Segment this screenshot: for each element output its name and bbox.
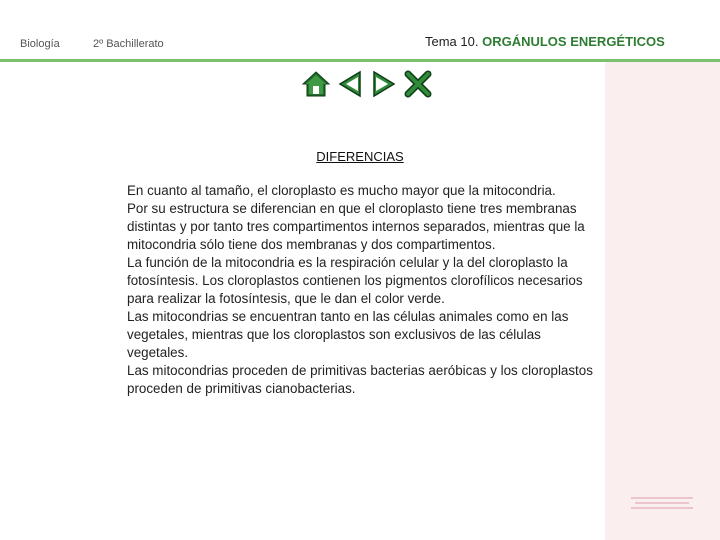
next-button[interactable] [370, 70, 398, 98]
topic-title [425, 34, 665, 49]
section-title: DIFERENCIAS [316, 149, 404, 164]
header-divider [0, 59, 720, 62]
footer-logo [629, 495, 695, 511]
logo-graphic [629, 495, 695, 511]
paragraph: Las mitocondrias proceden de primitivas bacterias aeróbicas y los cloroplastos proceden de primitivas cianobacterias. [127, 363, 593, 396]
next-icon [370, 70, 398, 98]
previous-button[interactable] [336, 70, 364, 98]
previous-icon [336, 70, 364, 98]
paragraph: La función de la mitocondria es la respiración celular y la del cloroplasto la fotosíntesis. Los cloroplastos contienen los pigmentos clorofílicos necesarios para realizar la fotosíntesis, que le dan el color verde. [127, 255, 583, 306]
navigation-bar [302, 70, 432, 98]
body-text [127, 182, 597, 398]
close-icon [404, 70, 432, 98]
home-icon [302, 70, 330, 98]
paragraph: En cuanto al tamaño, el cloroplasto es mucho mayor que la mitocondria. [127, 183, 556, 198]
course-label: 2º Bachillerato [93, 38, 164, 50]
topic-prefix: Tema 10. [425, 34, 483, 49]
topic-name: ORGÁNULOS ENERGÉTICOS [482, 34, 665, 49]
header [0, 0, 720, 62]
decorative-side-panel [605, 61, 720, 540]
paragraph: Las mitocondrias se encuentran tanto en las células animales como en las vegetales, mientras que los cloroplastos son exclusivos de las células vegetales. [127, 309, 569, 360]
close-button[interactable] [404, 70, 432, 98]
paragraph: Por su estructura se diferencian en que el cloroplasto tiene tres membranas distintas y por tanto tres compartimentos internos separados, mientras que la mitocondria sólo tiene dos membranas y dos compartimentos. [127, 201, 585, 252]
home-button[interactable] [302, 70, 330, 98]
subject-label: Biología [20, 38, 60, 50]
